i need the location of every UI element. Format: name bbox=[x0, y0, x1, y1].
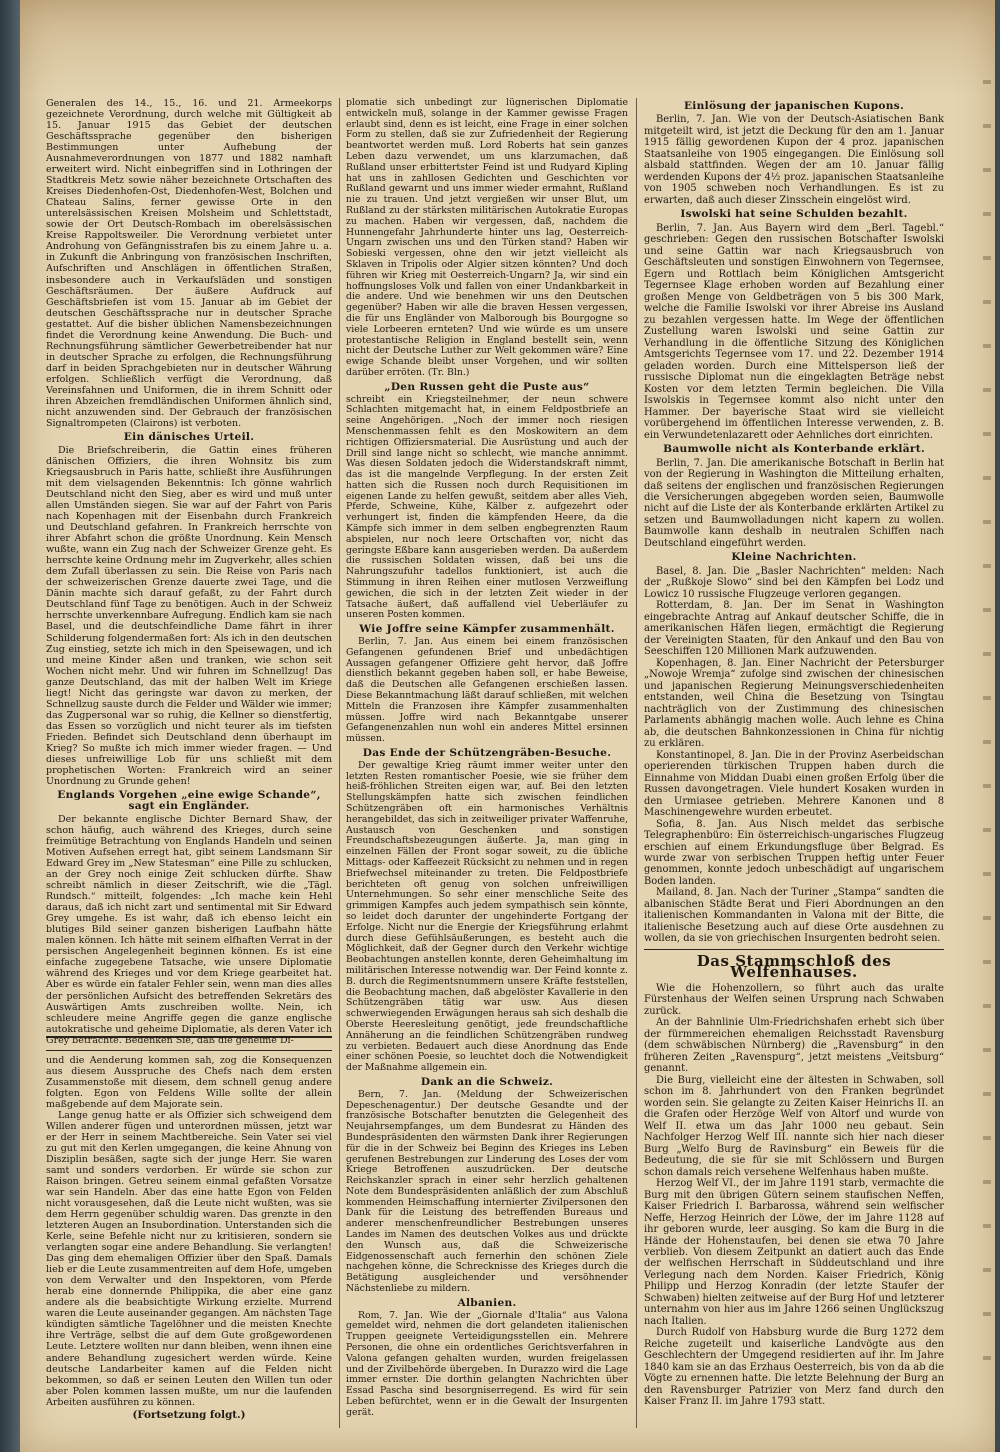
section-heading: Wie Joffre seine Kämpfer zusammenhält. bbox=[359, 623, 615, 636]
section-heading: „Den Russen geht die Puste aus“ bbox=[384, 380, 590, 393]
section-heading: Baumwolle nicht als Konterbande erklärt. bbox=[663, 443, 925, 456]
paper-stain bbox=[20, 0, 995, 95]
section-heading: Dank an die Schweiz. bbox=[420, 1075, 554, 1088]
article-text: Die Briefschreiberin, die Gattin eines früheren dänischen Offiziers, die ihren Wohnsitz bis zum Kriegsausbruch in Paris hatte, schließt ihre Ausführungen mit dem vielsagenden Bekenntnis: Ich gönne wahrlich Deutschland nicht den Sieg, aber es wird und muß unter allen Umständen siegen. Sie war auf der Fahrt von Paris nach Kopenhagen mit der Eisenbahn durch Frankreich und Deutschland gefahren. In Frankreich herrschte von ihrer Abfahrt schon die größte Unordnung. Kein Mensch wußte, wann ein Zug nach der Schweizer Grenze geht. Es herrschte keine Ordnung mehr im Zugverkehr, alles schien dem Zufall überlassen zu sein. Die Reise von Paris nach der schweizerischen Grenze dauerte zwei Tage, und die Dänin machte sich darauf gefaßt, zu der Fahrt durch Deutschland fünf Tage zu benötigen. Auch in der Schweiz herrschte unverkennbare Aufregung. Endlich kam sie nach Basel, und die deutschfeindliche Dame fährt in ihrer Schilderung folgendermaßen fort: Als ich in den deutschen Zug einstieg, setzte ich mich in den Speisewagen, und ich und meine Kinder aßen und tranken, wie schon seit Wochen nicht mehr. Und wir fuhren im Schnellzug! Das ganze Deutschland, das mit der halben Welt im Kriege liegt! Nicht das geringste war davon zu merken, der Schnellzug sauste durch die Felder und Wälder wie immer; das Zugpersonal war so ruhig, die Kellner so dienstfertig, das Essen so vorzüglich und nicht teurer als im tiefsten Frieden. Befindet sich Deutschland denn überhaupt im Krieg? So mußte ich mich immer wieder fragen. — Und dieses unfreiwillige Lob für uns schließt mit dem prophetischen Worten: Frankreich wird an seiner Unordnung zu Grunde gehen! bbox=[46, 444, 332, 787]
column-3 bbox=[644, 98, 944, 1428]
feature-text: Durch Rudolf von Habsburg wurde die Burg 1272 dem Reiche zugeteilt und kaiserliche Landvögte aus den Geschlechtern der Umgegend residierten auf ihr. Im Jahre 1840 kam sie an das Erzhaus Oesterreich, bis von da ab die Vögte zu ernennen hatte. Die letzte Belehnung der Burg an den Ravensburger Patrizier von Merz fand durch den Kaiser Franz II. im Jahre 1793 statt. bbox=[644, 1327, 944, 1408]
section-heading: Englands Vorgehen „eine ewige Schande“, sagt ein Engländer. bbox=[57, 788, 321, 812]
article-text: Berlin, 7. Jan. Die amerikanische Botschaft in Berlin hat von der Regierung in Washington die Mitteilung erhalten, daß seitens der englischen und französischen Regierungen die Versicherungen abgegeben worden seien, Baumwolle nicht auf die Liste der als Konterbande erklärten Artikel zu setzen und Baumwolladungen nicht kapern zu wollen. Baumwolle kann deshalb in neutralen Schiffen nach Deutschland eingeführt werden. bbox=[644, 457, 944, 549]
continuation-note: (Fortsetzung folgt.) bbox=[132, 1408, 246, 1421]
section-divider bbox=[46, 1050, 332, 1051]
feature-text: Die Burg, vielleicht eine der ältesten in Schwaben, soll schon im 8. Jahrhundert von den Franken begründet worden sein. Sie gelangte zu Zeiten Kaiser Heinrichs II. an die Grafen oder Herzöge Welf von Altorf und wurde von Welf II. etwa um das Jahr 1000 neu gebaut. Sein Nachfolger Herzog Welf III. nannte sich hier nach dieser Burg „Welfo Burg de Ravinsburg“ ein Beweis für die Bedeutung, die sie für sie mit Schlössern und Burgen schon damals reich versehene Welfenhaus haben mußte. bbox=[644, 1074, 944, 1178]
article-text: Der bekannte englische Dichter Bernard Shaw, der schon häufig, auch während des Krieges, durch seine freimütige Betrachtung von Englands Handeln und seinen Motiven Aufsehen erregt hat, gibt seinem Landsmann Sir Edward Grey im „New Statesman“ eine Pille zu schlucken, an der Grey noch einige Zeit schlucken dürfte. Shaw schreibt nämlich in dieser Zeitschrift, wie die „Tägl. Rundsch.“ mitteilt, folgendes: „Ich mache kein Hehl daraus, daß ich nicht zart und sentimental mit Sir Edward Grey umgehe. Es ist wahr, daß ich ebenso leicht ein blutiges Bild seiner ganzen bisherigen Laufbahn hätte malen können. Ich hätte mit seinem elfhaften Verrat in der persischen Angelegenheit beginnen können. Es ist eine einfache zugegebene Tatsache, wie unsere Diplomatie während des Krieges und vor dem Kriege gearbeitet hat. Aber es würde ein fataler Fehler sein, wenn man dies alles der persönlichen Aufsicht des betreffenden Sekretärs des Auswärtigen Amts zuschreiben wollte. Nein, ich schleudere meine Angriffe gegen die ganze englische autokratische und geheime Diplomatie, als deren Vater ich Grey betrachte. Bedenken Sie, daß die geheime Di- bbox=[46, 814, 332, 1046]
feature-text: Herzog Welf VI., der im Jahre 1191 starb, vermachte die Burg mit den übrigen Gütern seinem staufischen Neffen, Kaiser Friedrich I. Barbarossa, während sein welfischer Neffe, Herzog Heinrich der Löwe, der im Jahre 1128 auf ihr geboren wurde, leer ausging. So kam die Burg in die Hände der Hohenstaufen, bei denen sie etwa 70 Jahre verblieb. Von diesem Zeitpunkt an datiert auch das Ende der welfischen Herrschaft in Süddeutschland und ihre Verlegung nach dem Norden. Kaiser Friedrich, König Philipp und Herzog Konradin (der letzte Staufer der Schwaben) hielten zeitweise auf der Burg Hof und letzterer unternahm von hier aus im Jahre 1266 seinen Unglückszug nach Italien. bbox=[644, 1178, 944, 1327]
news-item: Mailand, 8. Jan. Nach der Turiner „Stampa“ sandten die albanischen Städte Berat und Fieri Abordnungen an den italienischen Kommandanten in Valona mit der Bitte, die italienische Besetzung auch auf diese Orte ausdehnen zu wollen, da sie von griechischen Insurgenten bedroht seien. bbox=[644, 887, 944, 945]
page-edge-marks bbox=[983, 40, 991, 1400]
news-item: Rotterdam, 8. Jan. Der im Senat in Washington eingebrachte Antrag auf Ankauf deutscher Schiffe, die in amerikanischen Häfen liegen, ermächtigt die Regierung der Vereinigten Staaten, für den Ankauf und den Bau von Seeschiffen 120 Millionen Mark aufzuwenden. bbox=[644, 600, 944, 658]
section-divider bbox=[644, 949, 944, 950]
feature-text: Wie die Hohenzollern, so führt auch das uralte Fürstenhaus der Welfen seinen Ursprung nach Schwaben zurück. bbox=[644, 982, 944, 1017]
article-text: Berlin, 7. Jan. Aus Bayern wird dem „Berl. Tagebl.“ geschrieben: Gegen den russischen Botschafter Iswolski und seine Gattin war nach Kriegsausbruch von Geschäftsleuten und sonstigen Einwohnern von Tegernsee, Egern und Rottlach beim Königlichen Amtsgericht Tegernsee Klage erhoben worden auf Bezahlung einer großen Menge von Geldbeträgen von 5 bis 300 Mark, welche die Familie Iswolski vor ihrer Abreise ins Ausland zu bezahlen vergessen hatte. Im Wege der öffentlichen Zustellung waren Iswolski und seine Gattin zur Verhandlung in die öffentliche Sitzung des Königlichen Amtsgerichts Tegernsee vom 17. und 22. Dezember 1914 geladen worden. Durch eine Mittelsperson ließ der russische Diplomat nun die eingeklagten Beträge nebst Kosten vor dem letzten Termin begleichen. Die Villa Iswolskis in Tegernsee kommt also nicht unter den Hammer. Der bayerische Staat wird sie vielleicht vorübergehend im öffentlichen Interesse verwenden, z. B. ein Verwundetenlazarett oder Aehnliches dort einrichten. bbox=[644, 222, 944, 441]
section-heading: Einlösung der japanischen Kupons. bbox=[683, 100, 905, 112]
news-item: Sofia, 8. Jan. Aus Nisch meldet das serbische Telegraphenbüro: Ein österreichisch-ungarisches Flugzeug erschien auf einem Erkundungsfluge über Belgrad. Es wurde zwar von serbischen Truppen heftig unter Feuer genommen, konnte jedoch unbeschädigt auf ungarischem Boden landen. bbox=[644, 818, 944, 887]
feature-text: An der Bahnlinie Ulm-Friedrichshafen erhebt sich über der fürmmereichen ehemaligen Reichsstadt Ravensburg (dem schwäbischen Nürnberg) die „Ravensburg“ in den früheren Zeiten „Ravenspurg“, jetzt meistens „Veitsburg“ genannt. bbox=[644, 1017, 944, 1075]
section-heading: Das Ende der Schützengräben-Besuche. bbox=[362, 747, 612, 760]
article-text: Berlin, 7. Jan. Aus einem bei einem französischen Gefangenen gefundenen Brief und unbedächtigen Aussagen gefangener Offiziere geht hervor, daß Joffre dienstlich bekannt gegeben haben soll, er habe Beweise, daß die Deutschen alle Gefangenen erschießen lassen. Diese Bekanntmachung läßt darauf schließen, mit welchen Mitteln die Franzosen ihre Kämpfer zusammenhalten müssen. Joffre wird nach Bekanntgabe unserer Gefangenenzahlen nun wohl ein anderes Mittel ersinnen müssen. bbox=[346, 636, 628, 745]
binding-edge bbox=[0, 0, 20, 1452]
section-heading: Albanien. bbox=[457, 1296, 517, 1309]
news-item: Konstantinopel, 8. Jan. Die in der Provinz Aserbeidschan operierenden türkischen Truppen haben durch die Einnahme von Middan Duabi einen großen Erfolg über die Russen davongetragen. Viele hundert Kosaken wurden in den Urmiasee getrieben. Mehrere Kanonen und 8 Maschinengewehre wurden erbeutet. bbox=[644, 749, 944, 819]
article-text: Generalen des 14., 15., 16. und 21. Armeekorps gezeichnete Verordnung, durch welche mit Gültigkeit ab 15. Januar 1915 das Gebiet der deutschen Geschäftssprache gegenüber den bisherigen Bestimmungen unter Aufhebung der Ausnahmeverordnungen von 1877 und 1882 namhaft erweitert wird. Nicht einbegriffen sind in Lothringen der Stadtkreis Metz sowie näher bezeichnete Ortschaften des Kreises Diedenhofen-Ost, Diedenhofen-West, Bolchen und Chateau Salins, ferner gewisse Orte in den unterelsässischen Kreisen Molsheim und Schlettstadt, sowie der Ort Deutsch-Rombach im oberelsässischen Kreise Rappoltsweiler. Die Verordnung verbietet unter Androhung von Gefängnisstrafen bis zu einem Jahre u. a. in Zukunft die Anbringung von französischen Inschriften, Aufschriften und Anschlägen in öffentlichen Straßen, insbesondere auch in Verkaufsläden und sonstigen Geschäftsräumen. Der äußere Aufdruck auf Geschäftsbriefen ist vom 15. Januar ab im Gebiet der deutschen Geschäftssprache nur in deutscher Sprache gestattet. Auf die bisher üblichen Namensbezeichnungen findet die Verordnung keine Anwendung. Die Buch- und Rechnungsführung sämtlicher Gewerbetreibender hat nur in deutscher Sprache zu erfolgen, die Rechnungsführung darf in beiden Sprachgebieten nur in deutscher Währung erfolgen. Schließlich verfügt die Verordnung, daß Vereinsfahnen und Uniformen, die in ihrem Schnitt oder ihren Abzeichen fremdländischen Uniformen ähnlich sind, nicht anzuwenden sind. Der Gebrauch der französischen Signaltrompeten (Clairons) ist verboten. bbox=[46, 98, 332, 429]
news-item: Kopenhagen, 8. Jan. Einer Nachricht der Petersburger „Nowoje Wremja“ zufolge sind zwischen der chinesischen und japanischen Regierung Meinungsverschiedenheiten entstanden, weil China die Besetzung von Tsingtau nachträglich von der Zustimmung des chinesischen Parlaments abhängig machen wolle. Auch lehne es China ab, die deutschen Bahnkonzessionen in China für nichtig zu erklären. bbox=[644, 657, 944, 750]
news-item: Basel, 8. Jan. Die „Basler Nachrichten“ melden: Nach der „Rußkoje Slowo“ sind bei den Kämpfen bei Lodz und Lowicz 10 russische Flugzeuge verloren gegangen. bbox=[644, 565, 944, 600]
feuilleton-text: und die Aenderung kommen sah, zog die Konsequenzen aus diesem Ausspruche des Chefs nach dem ersten Zusammenstoße mit diesem, dem schnell genug andere folgten. Egon von Feldens Wille sollte der allein maßgebende auf dem Majorate sein. bbox=[46, 1054, 332, 1110]
article-text: plomatie sich unbedingt zur lügnerischen Diplomatie entwickeln muß, solange in der Kammer gewisse Fragen erlaubt sind, denn es ist leicht, eine Frage in einer solchen Form zu stellen, daß sie zur Zufriedenheit der Regierung beantwortet werden muß. Lord Roberts hat sein ganzes Leben dazu verwendet, um uns klarzumachen, daß Rußland unser erbittertster Feind ist und Rudyard Kipling hat uns in zahllosen Gedichten und Geschichten vor Rußland gewarnt und uns immer wieder ermahnt, Rußland nie zu trauen. Und jetzt vergießen wir unser Blut, um Rußland zu der stärksten militärischen Autokratie Europas zu machen. Haben wir vergessen, daß, nachdem die Hunnengefahr Jahrhunderte hinter uns lag, Oesterreich-Ungarn zwischen uns und den Türken stand? Haben wir Sobieski vergessen, ohne den wir jetzt vielleicht als Sklaven in Tripolis oder Algier sitzen könnten? Und doch führen wir Krieg mit Oesterreich-Ungarn? Ja, wir sind ein hoffnungsloses Volk und fallen von einer Undankbarkeit in die andere. Und wie benehmen wir uns den Deutschen gegenüber? Haben wir alle die braven Hessen vergessen, die für uns Engländer von Malborough bis Bourgogne so viele Lorbeeren ernteten? Und wie würde es um unsere protestantische Religion in England bestellt sein, wenn nicht der Deutsche Luther zur Welt gekommen wäre? Eine ewige Schande bleibt unser Vorgehen, und wir sollten darüber erröten. (Tr. Bln.) bbox=[346, 98, 628, 378]
column-2 bbox=[346, 98, 628, 1428]
article-text: Rom, 7. Jan. Wie der „Giornale d'Italia“ aus Valona gemeldet wird, nehmen die dort gelandeten italienischen Truppen geeignete Verteidigungsstellen ein. Mehrere Personen, die ohne ein ordentliches Gerichtsverfahren in Valona gefangen gehalten wurden, wurden freigelassen und der Zivilbehörde übergeben. In Durazzo wird die Lage immer ernster. Die dorthin gelangten Nachrichten über Essad Pascha sind besorgniserregend. Es wird für sein Leben befürchtet, wenn er in die Gewalt der Insurgenten gerät. bbox=[346, 1309, 628, 1418]
section-heading: Iswolski hat seine Schulden bezahlt. bbox=[680, 208, 908, 221]
section-heading: Kleine Nachrichten. bbox=[731, 551, 857, 564]
article-text: Der gewaltige Krieg räumt immer weiter unter den letzten Resten romantischer Poesie, wie sie früher dem heiß-fröhlichen Streiten eigen war, auf. Bei den letzten Stellungskämpfen hatte sich zwischen feindlichen Schützengräben oft ein harmonisches Verhältnis herangebildet, das sich in zeitweiliger privater Waffenruhe, Austausch von Geschenken und sonstigen Freundschaftsbezeugungen äußerte. Ja, man ging in einzelnen Fällen der Front sogar soweit, zu die übliche Mittags- oder Kaffeezeit Rücksicht zu nehmen und in regen Briefwechsel miteinander zu treten. Die Feldpostbriefe berichteten oft genug von solchen unfreiwilligen Unternehmungen. So sehr einer menschliche Seite des grimmigen Kampfes auch jedem sympathisch sein könnte, so leidet doch darunter der ungehinderte Fortgang der Erfolge. Nicht nur die Energie der Kriegsführung erlahmt durch diese Gefühlsäußerungen, es besteht auch die Möglichkeit, daß der Gegner durch den Verkehr wichtige Beobachtungen anstellen konnte, deren Geheimhaltung im militärischen Interesse notwendig war. Der Feind konnte z. B. durch die Regimentsnummern unsere Kräfte feststellen, die Beobachtung machen, daß abgelöster Kavallerie in den Schützengräben tätig war usw. Aus diesen schwerwiegenden Erwägungen heraus sah sich deshalb die Oberste Heeresleitung genötigt, jede freundschaftliche Annäherung an die feindlichen Schützengräben rundweg zu verbieten. Bedauert auch diese Anordnung das Ende einer schönen Poesie, so leuchtet doch die Notwendigkeit der Maßnahme allgemein ein. bbox=[346, 759, 628, 1074]
article-text: Bern, 7. Jan. (Meldung der Schweizerischen Depeschenagentur.) Der deutsche Gesandte und der französische Botschafter benutzten die Gelegenheit des Neujahrsempfanges, um dem Bundesrat zu Händen des Bundespräsidenten den wärmsten Dank ihrer Regierungen für die in der Schweiz bei Beginn des Krieges ins Leben gerufenen Bestrebungen zur Linderung des Loses der vom Kriege Betroffenen auszudrücken. Der deutsche Reichskanzler sprach in einer sehr herzlich gehaltenen Note dem Bundespräsidenten anläßlich der zum Abschluß kommenden Heimschaffung internierter Zivilpersonen den Dank für die Leistung des betreffenden Bureaus und anderer menschenfreundlicher Bestrebungen unseres Landes im Namen des deutschen Volkes aus und drückte den Wunsch aus, daß die Schweizerische Eidgenossenschaft auch fernerhin den schönen Ziele nachgehen könne, die Schrecknisse des Krieges durch die Betätigung ausgleichender und versöhnender Nächstenliebe zu mildern. bbox=[346, 1088, 628, 1295]
column-1 bbox=[46, 98, 332, 1428]
feature-heading: Das Stammschloß des Welfenhauses. bbox=[696, 951, 892, 982]
column-rule-2 bbox=[636, 98, 637, 1428]
article-text: schreibt ein Kriegsteilnehmer, der neun schwere Schlachten mitgemacht hat, in einem Feldpostbriefe an seine Angehörigen. „Noch der immer noch riesigen Menschenmassen fehlt es den Moskowitern an dem richtigen Offiziersmaterial. Die Ausrüstung und auch der Drill sind lange nicht so schlecht, wie manche annimmt. Was diesen Soldaten jedoch die Widerstandskraft nimmt, das ist die mangelnde Verpflegung. In der ersten Zeit hatten sich die Russen noch durch Requisitionen im eigenen Lande zu helfen gewußt, seitdem aber alles Vieh, Pferde, Schweine, Kühe, Kälber z. aufgezehrt oder verhungert ist, finden die kämpfenden Heere, da die Kämpfe sich immer in dem selben engbegrenzten Raum abspielen, nur noch leere Ortschaften vor, nicht das geringste Eßbare kann ausgerieben werden. Da außerdem die russischen Soldaten wissen, daß bei uns die Nahrungszufuhr tadellos funktioniert, ist auch die Stimmung in ihren Reihen einer mutlosen Verzweiflung gewichen, die sich in der letzten Zeit wieder in der Tatsache äußert, daß auffallend viel Ueberläufer zu unseren Posten kommen. bbox=[346, 393, 628, 621]
article-text: Berlin, 7. Jan. Wie von der Deutsch-Asiatischen Bank mitgeteilt wird, ist jetzt die Deckung für den am 1. Januar 1915 fällig gewordenen Kupon der 4 proz. japanischen Staatsanleihe von 1905 eingegangen. Die Einlösung soll alsbald stattfinden. Wegen der am 10. Januar fällig werdenden Kupons der 4½ proz. japanischen Staatsanleihe von 1905 schweben noch Verhandlungen. Es ist zu erwarten, daß auch dieser Zinsschein eingelöst wird. bbox=[644, 114, 944, 206]
section-heading: Ein dänisches Urteil. bbox=[123, 430, 255, 443]
column-rule-1 bbox=[339, 98, 340, 1428]
feuilleton-text: Lange genug hatte er als Offizier sich schweigend dem Willen anderer fügen und unterordnen müssen, jetzt war er der Herr in seinem Machtbereiche. Sein Vater sei viel zu gut mit den Kerlen umgegangen, die keine Ahnung von Disziplin besäßen, sagte sich der junge Herr. Sie waren samt und sonders verdorben. Er würde sie schon zur Raison bringen. Getreu seinem einmal gefaßten Vorsatze war sein Handeln. Aber das eine hatte Egon von Felden nicht vorausgesehen, daß die Leute nicht wußten, was sie dem Herrn gegenüber schuldig waren. Das grenzte in den letzteren Augen an Insubordination. Unterstanden sich die Kerle, seine Befehle nicht nur zu kritisieren, sondern sie verlangten sogar eine andere Behandlung. Sie verlangten! Das ging dem ehemaligen Offizier über den Spaß. Damals lieb er die Leute zusammentreiten auf dem Hofe, umgeben von dem Verwalter und den Inspektoren, vom Pferde herab eine donnernde Philippika, die aber eine ganz andere als die beabsichtigte Wirkung erzielte. Murrend waren die Leute auseinander gegangen. Am nächsten Tage kündigten sämtliche Tagelöhner und die meisten Knechte ihre Verträge, selbst die auf dem Gute großgewordenen Leute. Letztere wollten nur dann bleiben, wenn ihnen eine andere Behandlung zugesichert werden würde. Keine deutsche Landarbeiter kamen auf die Felden nicht bekommen, so daß er seinen Leuten den Willen tun oder aber Polen kommen lassen mußte, um nur die laufenden Arbeiten ausführen zu können. bbox=[46, 1109, 332, 1408]
